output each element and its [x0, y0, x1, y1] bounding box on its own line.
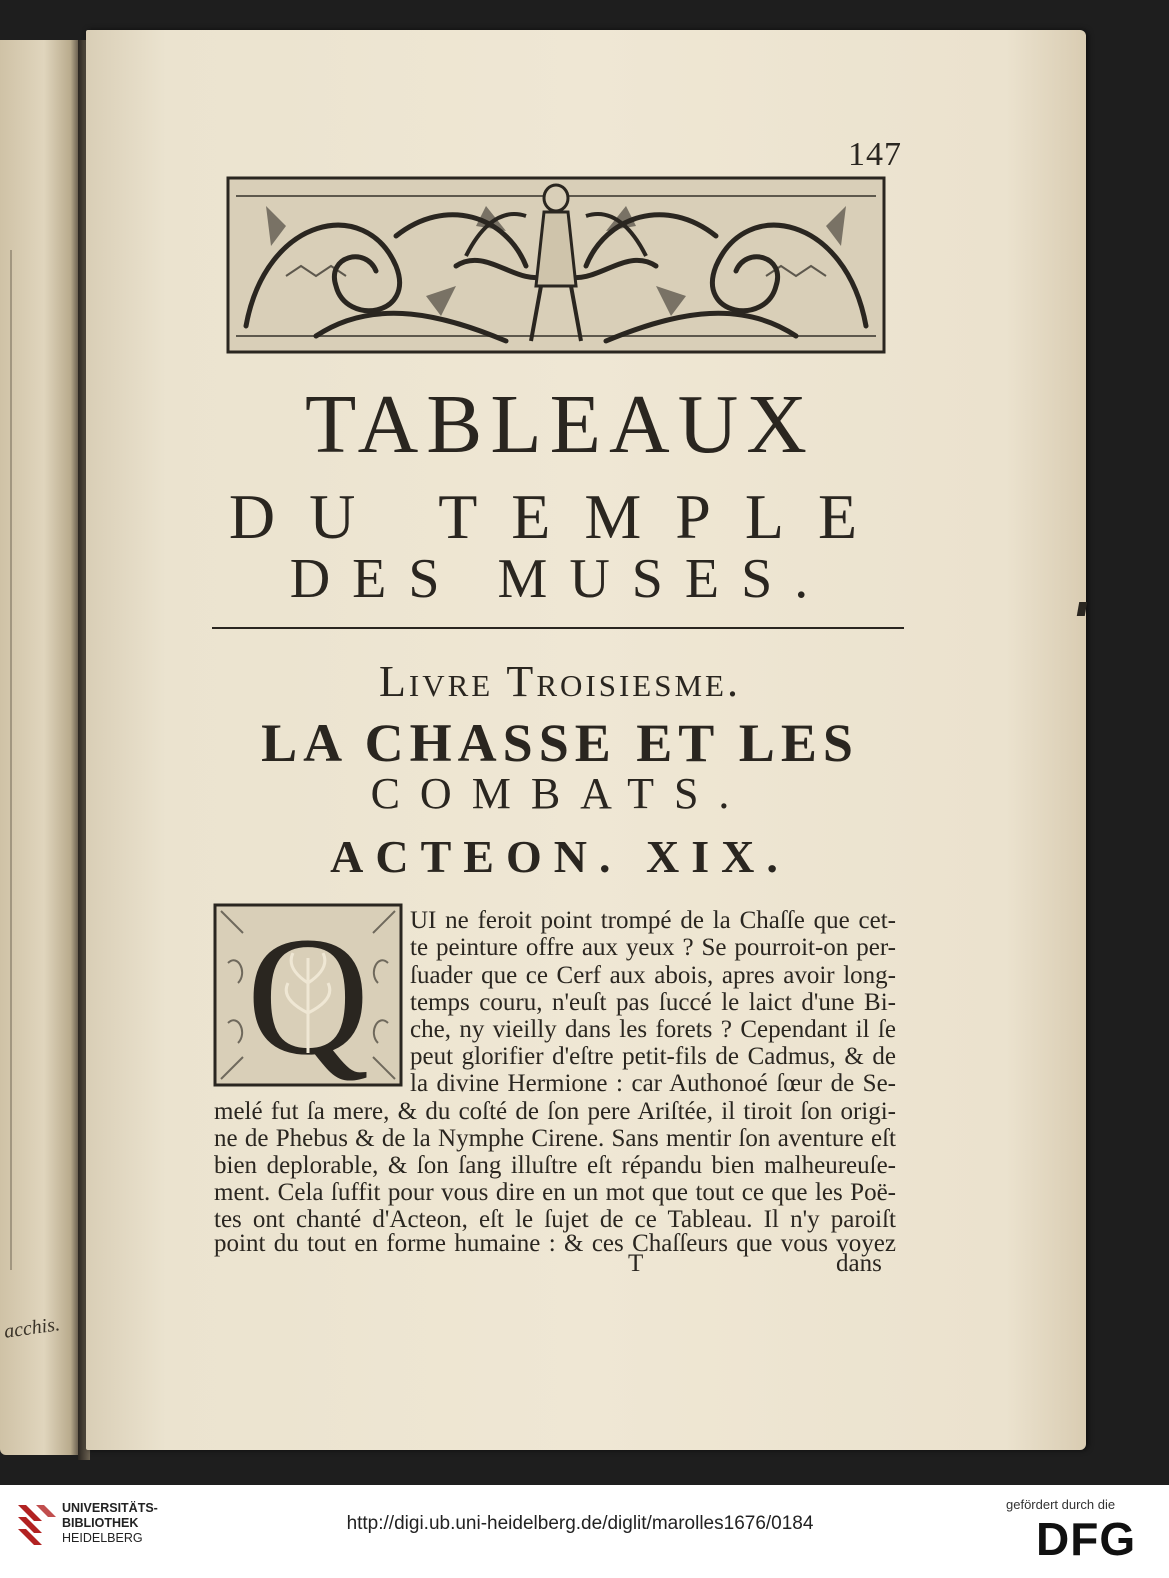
permalink-url[interactable]: http://digi.ub.uni-heidelberg.de/diglit/marolles1676/0184 — [346, 1513, 814, 1534]
body-line: ne de Phebus & de la Nymphe Cirene. Sans mentir ſon aventure eſt — [214, 1125, 896, 1152]
section-heading-line-1: LA CHASSE ET LES — [261, 713, 859, 773]
catchword: dans — [836, 1250, 882, 1277]
signature-mark: T — [628, 1250, 644, 1277]
body-line: ſuader que ce Cerf aux abois, apres avoir long- — [410, 962, 896, 989]
viewer-footer — [0, 1485, 1169, 1578]
chapter-heading: ACTEON. XIX. — [330, 831, 790, 882]
drop-cap-letter: Q — [246, 903, 370, 1087]
ornamental-headpiece — [226, 176, 886, 354]
dfg-logo[interactable]: DFG — [1036, 1513, 1137, 1565]
university-logo-icon — [14, 1499, 58, 1551]
body-line: che, ny vieilly dans les forets ? Cependant il ſe — [410, 1016, 896, 1043]
body-line: melé fut ſa mere, & du coſté de ſon pere Ariſtée, il tiroit ſon origi- — [214, 1098, 896, 1125]
body-line: point du tout en forme humaine : & ces Chaſſeurs que vous voyez — [214, 1230, 896, 1257]
body-line: tes ont chanté d'Acteon, eſt le ſujet de ce Tableau. Il n'y paroiſt — [214, 1206, 896, 1233]
title-line-3: DES MUSES. — [289, 548, 831, 610]
body-line: temps couru, n'euſt pas ſuccé le laict d'une Bi- — [410, 989, 896, 1016]
ornamental-drop-cap — [213, 903, 403, 1087]
book-heading: Livre Troisiesme. — [379, 657, 741, 706]
title-line-2: DU TEMPLE — [228, 481, 892, 552]
page-number: 147 — [848, 136, 902, 173]
left-page-margin-text: acchis. — [2, 1313, 62, 1343]
body-line: bien deplorable, & ſon ſang illuſtre eſt répandu bien malheureuſe- — [214, 1152, 896, 1179]
institution-line-2: BIBLIOTHEK — [62, 1516, 139, 1530]
title-rule — [212, 627, 904, 629]
title-line-1: TABLEAUX — [305, 378, 815, 471]
left-page-frame-rule — [10, 250, 12, 1270]
funded-by-label: gefördert durch die — [1006, 1497, 1116, 1512]
body-line: UI ne feroit point trompé de la Chaſſe que cet- — [410, 907, 896, 934]
institution-line-1: UNIVERSITÄTS- — [62, 1501, 158, 1515]
institution-line-3: HEIDELBERG — [62, 1531, 143, 1545]
section-heading-line-2: COMBATS. — [370, 769, 750, 818]
university-library-name[interactable] — [62, 1501, 158, 1546]
body-line: peut glorifier d'eſtre petit-fils de Cadmus, & de — [410, 1043, 896, 1070]
body-line: ment. Cela ſuffit pour vous dire en un mot que tout ce que les Poë- — [214, 1179, 896, 1206]
body-line: la divine Hermione : car Authonoé ſœur de Se- — [410, 1070, 896, 1097]
left-page-edge — [0, 40, 80, 1455]
body-line: te peinture offre aux yeux ? Se pourroit-on per- — [410, 934, 896, 961]
